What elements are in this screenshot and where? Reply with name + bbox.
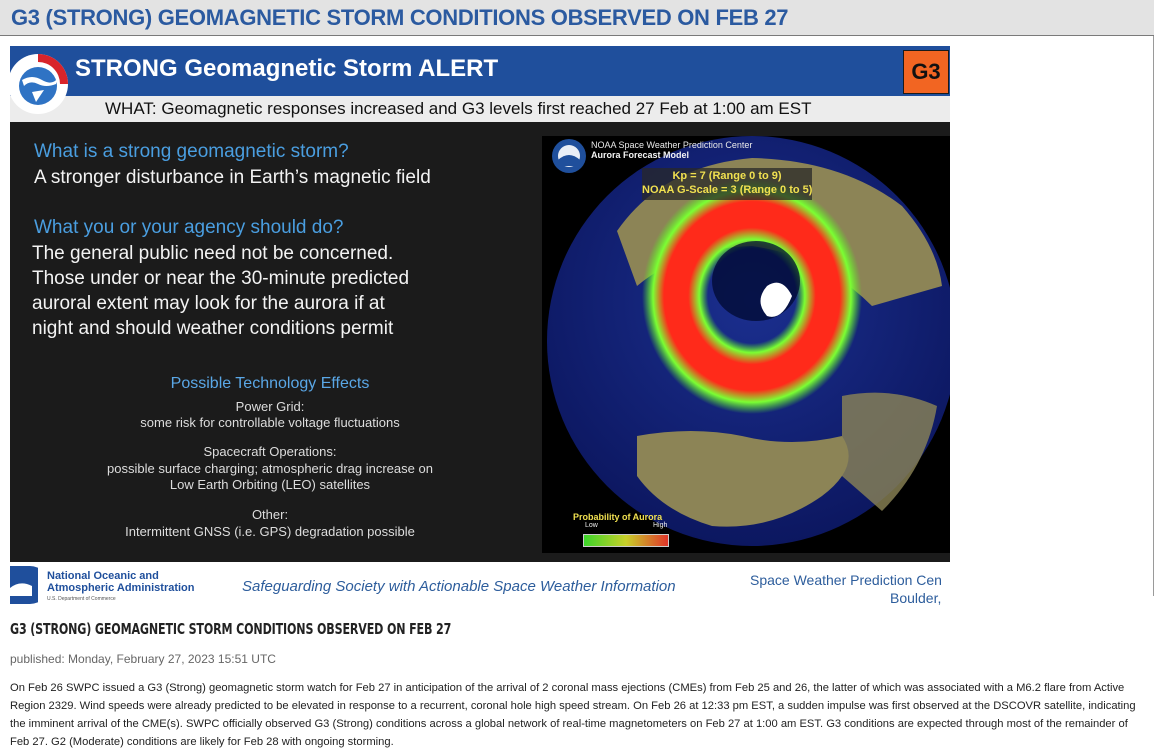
- g3-badge: G3: [903, 50, 949, 94]
- g-scale-text: NOAA G-Scale = 3 (Range 0 to 5): [642, 184, 813, 196]
- alert-what-text: WHAT: Geomagnetic responses increased and G3 levels first reached 27 Feb at 1:00 am EST: [105, 99, 812, 118]
- map-credit-line: NOAA Space Weather Prediction Center: [591, 140, 753, 150]
- aurora-probability-high: High: [653, 522, 668, 529]
- published-date: published: Monday, February 27, 2023 15:51 UTC: [10, 652, 276, 666]
- alert-what-bar: [10, 96, 950, 122]
- tech-effect-line: possible surface charging; atmospheric drag increase on: [107, 461, 433, 476]
- noaa-name-line: National Oceanic and: [47, 570, 159, 582]
- map-credit: [591, 140, 752, 160]
- answer-what-is-storm: A stronger disturbance in Earth’s magnetic field: [34, 167, 431, 188]
- article-title: G3 (STRONG) GEOMAGNETIC STORM CONDITIONS OBSERVED ON FEB 27: [10, 620, 452, 638]
- answer-line: auroral extent may look for the aurora if at: [32, 293, 385, 314]
- aurora-probability-low: Low: [585, 522, 598, 529]
- tech-effect-line: Power Grid:: [235, 399, 305, 414]
- alert-footer: [10, 562, 950, 608]
- page-header: [0, 0, 1154, 36]
- alert-graphic: [10, 46, 950, 608]
- answer-line: Those under or near the 30-minute predicted: [32, 268, 410, 289]
- swpc-name: Space Weather Prediction Cen: [750, 572, 942, 588]
- tech-effect-line: some risk for controllable voltage fluctuations: [140, 415, 400, 430]
- tech-effect-line: Spacecraft Operations:: [203, 444, 337, 459]
- alert-banner: [10, 46, 950, 96]
- noaa-name-line: Atmospheric Administration: [47, 582, 195, 594]
- question-what-to-do: What you or your agency should do?: [34, 217, 344, 238]
- tech-effect-line: Low Earth Orbiting (LEO) satellites: [169, 477, 371, 492]
- aurora-probability-scale: [583, 534, 669, 547]
- aurora-probability-title: Probability of Aurora: [573, 512, 663, 522]
- answer-line: The general public need not be concerned.: [32, 243, 394, 264]
- noaa-department: U.S. Department of Commerce: [47, 596, 116, 602]
- article-body: On Feb 26 SWPC issued a G3 (Strong) geomagnetic storm watch for Feb 27 in anticipation of the arrival of 2 coronal mass ejections (CMEs) from Feb 25 and 26, the latter of which was associated with a M6.2 flare from Active Region 2329. Wind speeds were already predicted to be elevated in response to a recurrent, coronal hole high speed stream. On Feb 26 at 12:33 pm EST, a sudden impulse was first observed at the DSCOVR satellite, indicating the imminent arrival of the CME(s). SWPC officially observed G3 (Strong) conditions across a global network of real-time magnetometers on Feb 27 at 1:00 am EST. G3 conditions are expected through most of the remainder of Feb 27. G2 (Moderate) conditions are likely for Feb 28 with ongoing storming.: [10, 682, 1136, 748]
- footer-tagline: Safeguarding Society with Actionable Space Weather Information: [242, 578, 676, 595]
- kp-index-text: Kp = 7 (Range 0 to 9): [672, 170, 782, 182]
- question-what-is-storm: What is a strong geomagnetic storm?: [34, 141, 349, 162]
- tech-effect-line: Other:: [251, 507, 289, 522]
- alert-banner-title: STRONG Geomagnetic Storm ALERT: [75, 55, 499, 82]
- tech-effect-line: Intermittent GNSS (i.e. GPS) degradation possible: [125, 524, 415, 539]
- weather-service-logo-icon: [10, 48, 72, 120]
- aurora-forecast-map: [542, 136, 950, 553]
- noaa-logo-icon: [10, 566, 38, 604]
- technology-effects-title: Possible Technology Effects: [170, 375, 370, 392]
- kp-index-box: [642, 168, 812, 200]
- swpc-city: Boulder,: [890, 590, 942, 606]
- answer-line: night and should weather conditions permit: [32, 318, 394, 339]
- noaa-name: [47, 570, 195, 594]
- page-title: G3 (STRONG) GEOMAGNETIC STORM CONDITIONS OBSERVED ON FEB 27: [11, 5, 789, 30]
- map-credit-line: Aurora Forecast Model: [591, 150, 690, 160]
